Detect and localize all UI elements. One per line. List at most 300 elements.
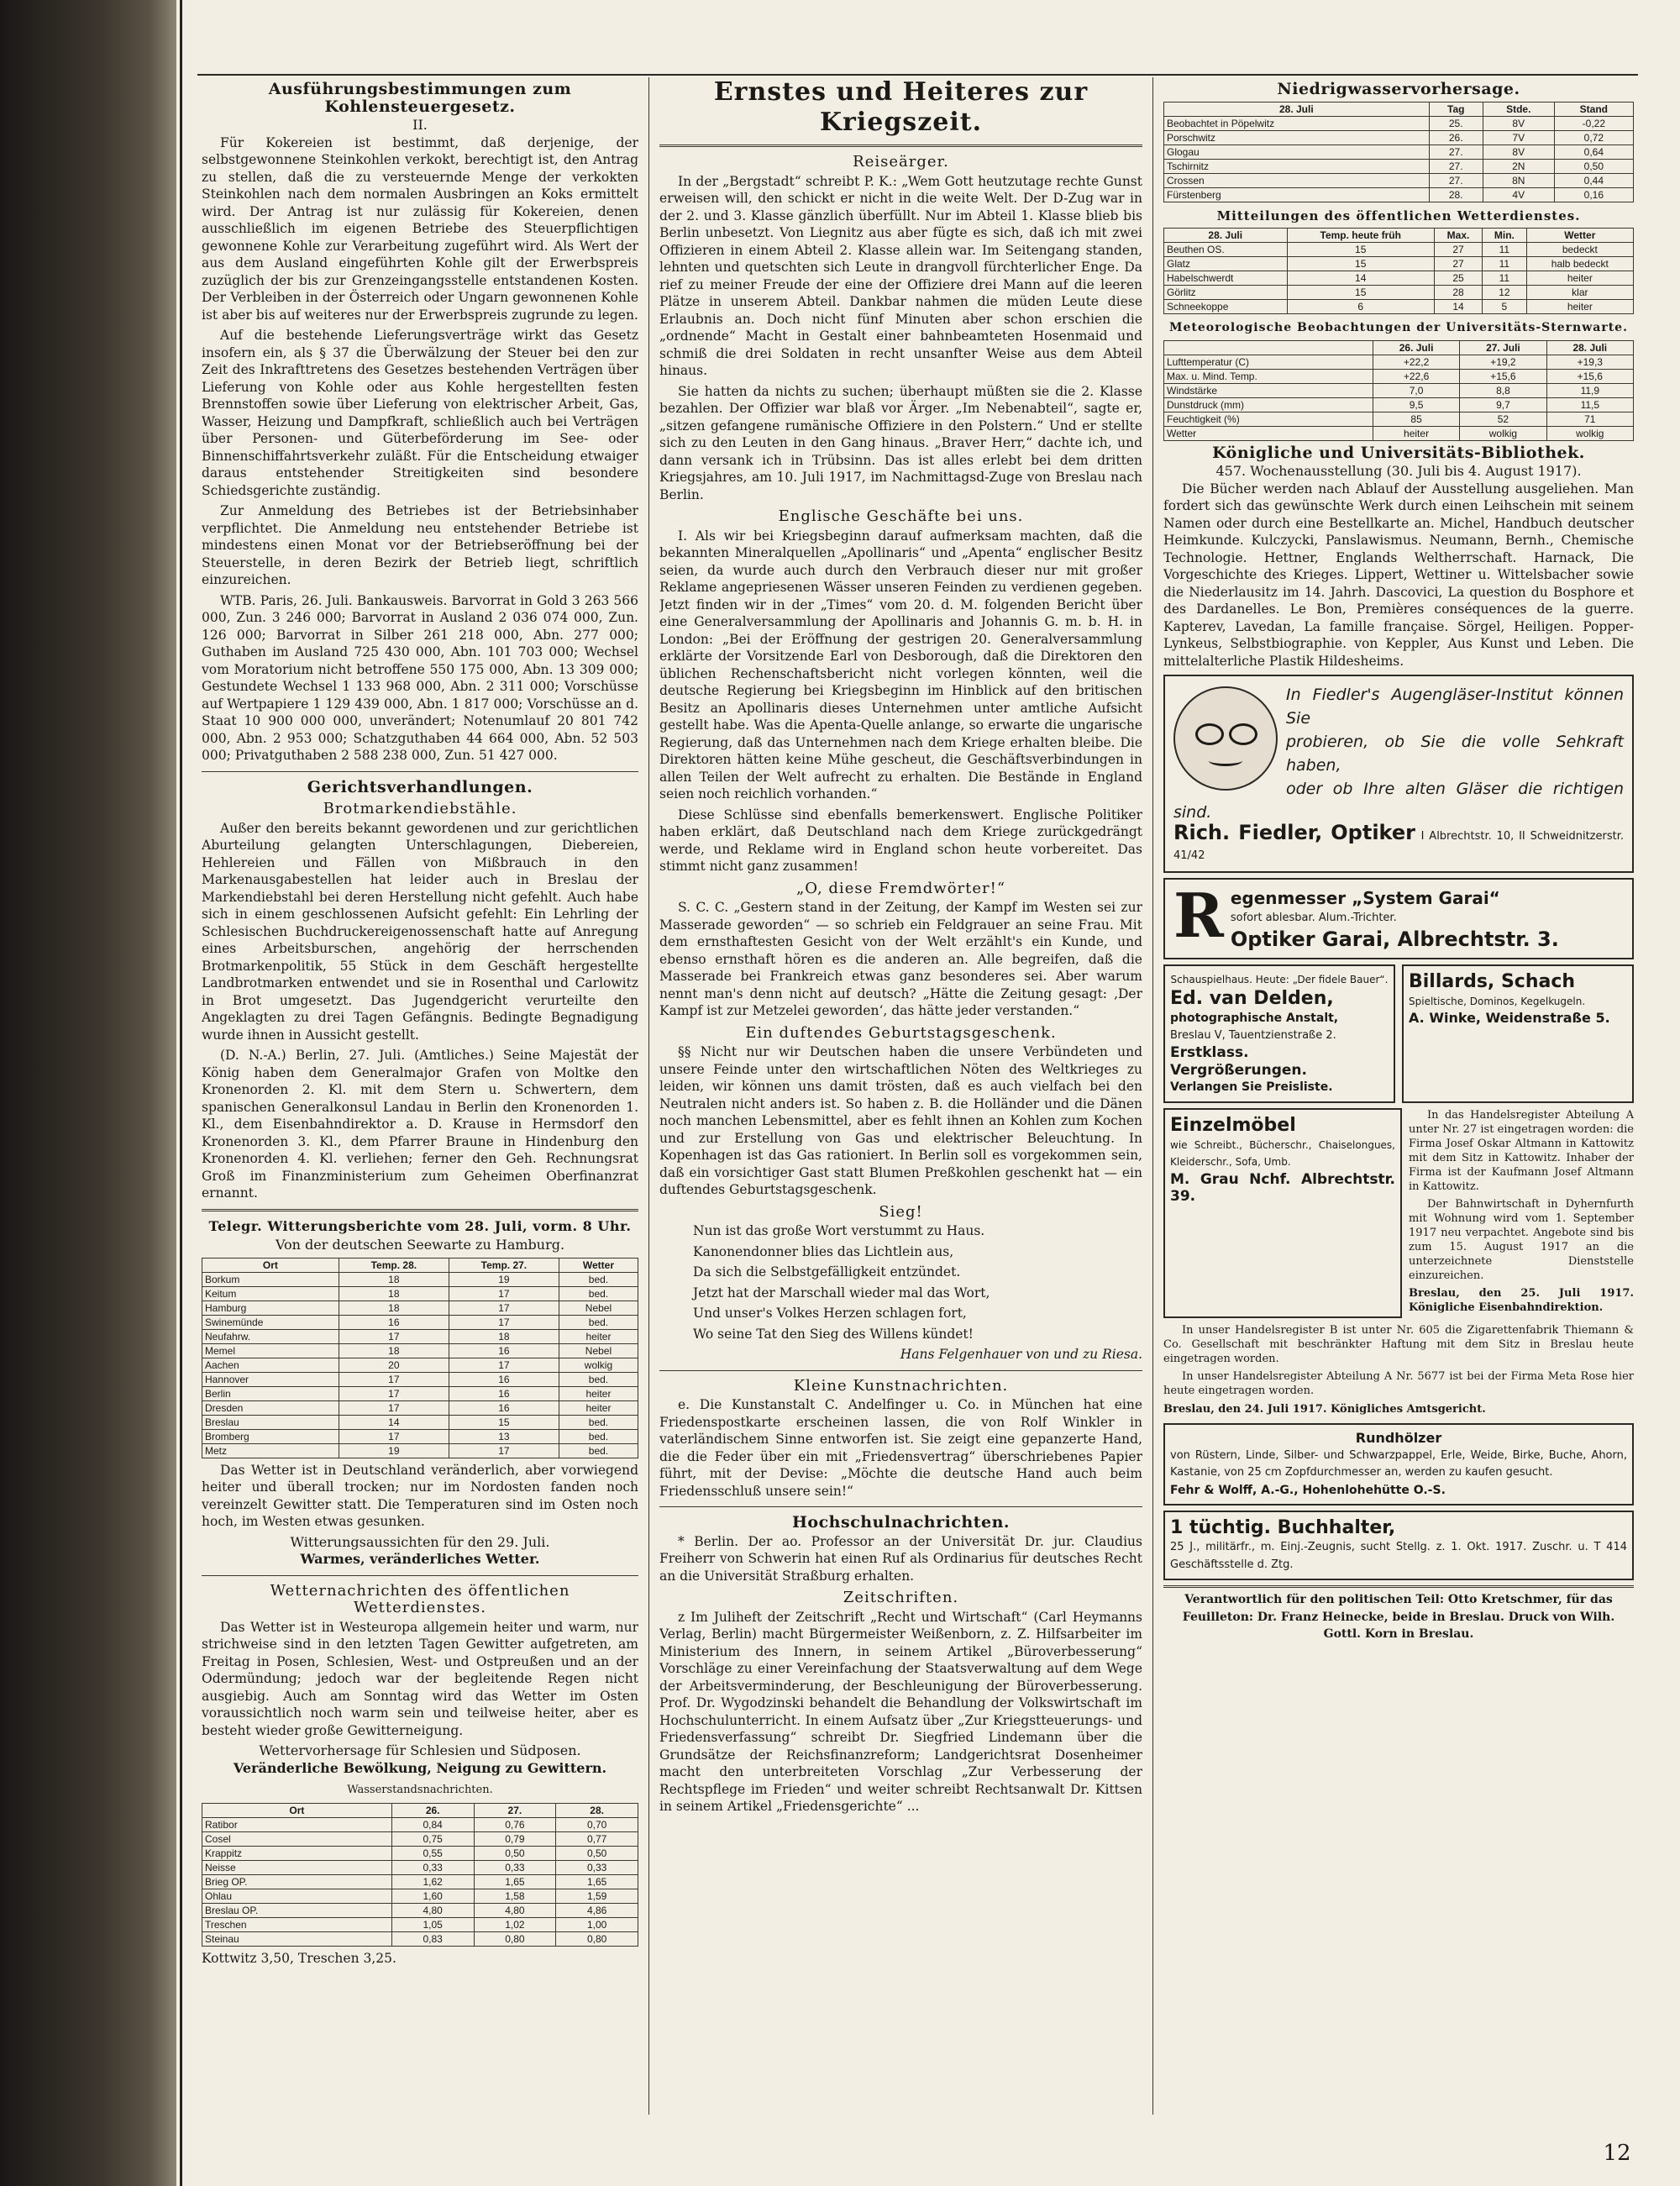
observatory-header: 26. Juli: [1373, 340, 1459, 355]
fiedler-address: I Albrechtstr. 10, II Schweidnitzerstr. 41/42: [1173, 830, 1624, 862]
garai-headline: egenmesser „System Garai“: [1230, 888, 1500, 908]
weather-row: [202, 1386, 638, 1400]
forecast: Veränderliche Bewölkung, Neigung zu Gewittern.: [233, 1759, 607, 1776]
observatory-cell: heiter: [1373, 426, 1459, 440]
observatory-table: [1163, 340, 1634, 441]
water-level-cell: 0,75: [391, 1831, 474, 1846]
low-water-cell: 4V: [1483, 187, 1554, 202]
water-level-cell: 0,33: [556, 1860, 638, 1874]
delden-advert: [1163, 964, 1395, 1103]
water-level-cell: Treschen: [202, 1917, 392, 1931]
public-weather-cell: 28: [1434, 286, 1482, 300]
low-water-cell: 28.: [1429, 187, 1483, 202]
water-level-cell: Brieg OP.: [202, 1874, 392, 1889]
weather-cell: 17: [449, 1286, 559, 1301]
weather-cell: Bromberg: [202, 1429, 339, 1443]
advert-row: [1163, 964, 1634, 1103]
water-level-header: 28.: [556, 1803, 638, 1817]
weather-service-title: Wetternachrichten des öffentlichen Wetterdienstes.: [270, 1581, 570, 1616]
public-weather-cell: 15: [1287, 286, 1434, 300]
low-water-cell: 8N: [1483, 173, 1554, 187]
article-title: Reiseärger.: [853, 153, 949, 171]
water-level-cell: Ratibor: [202, 1817, 392, 1831]
water-level-cell: 1,00: [556, 1917, 638, 1931]
fiedler-line: oder ob Ihre alten Gläser die richtigen sind.: [1173, 780, 1624, 822]
low-water-cell: Crossen: [1164, 173, 1430, 187]
theater-notice: Schauspielhaus. Heute: „Der fidele Bauer“.: [1170, 973, 1389, 985]
weather-row: [202, 1301, 638, 1315]
water-level-header: 27.: [474, 1803, 556, 1817]
weather-cell: Metz: [202, 1443, 339, 1458]
public-weather-cell: halb bedeckt: [1526, 257, 1633, 271]
article-title: Kleine Kunstnachrichten.: [793, 1376, 1009, 1395]
observatory-cell: Lufttemperatur (C): [1164, 355, 1373, 369]
public-weather-cell: Schneekoppe: [1164, 300, 1288, 314]
billard-foot: A. Winke, Weidenstraße 5.: [1409, 1010, 1610, 1026]
public-weather-cell: 12: [1483, 286, 1527, 300]
article-text: In der „Bergstadt“ schreibt P. K.: „Wem Gott heutzutage rechte Gunst erweisen will, den schickt er nicht in die weite Welt. Der D-Zug war in der 2. und 3. Klasse gänzlich überfüllt. Nur im Abteil 1. Klasse blieb bis Berlin unbesetzt. Von Liegnitz aus aber fügte es sich, daß ich mit zwei Offizieren in einem Abteil 2. Klasse allein war. Im Seitengang standen, lehnten und quetschten sich Leute in drangvoll fürchterlicher Enge. Da rief zu meiner Freude der eine der Offiziere drei Mann auf die leeren Plätze in unserem Abteil. Dankbar nahmen die müden Leute diese Erlaubnis an. Doch nicht fünf Minuten aber schon erschien die „ordnende“ Macht in Gestalt einer bahnbeamteten Hosenmaid und schmiß die drei Soldaten in recht unsanfter Weise aus dem Abteil hinaus.: [659, 173, 1142, 378]
legal-notice: In das Handelsregister Abteilung A unter Nr. 27 ist eingetragen worden: die Firma Josef Oskar Altmann in Kattowitz mit dem Sitz in Kattowitz. Inhaber der Firma ist der Kaufmann Josef Altmann in Kattowitz.: [1409, 1108, 1634, 1193]
wood-text: von Rüstern, Linde, Silber- und Schwarzpappel, Erle, Weide, Birke, Buche, Ahorn, Kastanie, von 25 cm Zopfdurchmesser an, werden zu kaufen gesucht.: [1170, 1448, 1627, 1479]
advert-row: [1163, 1108, 1634, 1318]
wood-firm: Fehr & Wolff, A.-G., Hohenlohehütte O.-S.: [1170, 1483, 1446, 1497]
low-water-cell: 25.: [1429, 116, 1483, 130]
public-weather-cell: 14: [1287, 271, 1434, 286]
public-weather-cell: 15: [1287, 243, 1434, 257]
water-level-cell: 0,80: [556, 1931, 638, 1946]
coal-tax-title: Ausführungsbestimmungen zum Kohlensteuergesetz.: [268, 80, 572, 116]
weather-cell: 19: [339, 1443, 449, 1458]
article-text: S. C. C. „Gestern stand in der Zeitung, der Kampf im Westen sei zur Masserade geworden“ — so schrieb ein Feldgrauer an seine Frau. Mit dem ernsthaftesten Gesicht von der Welt erzählt's ein Kunde, und ebenso ernsthaft hören es die anderen an. Alle begreifen, daß die Masserade bei Frankreich etwas ganz besonderes sei. Aber warum nennt man's denn nicht auf deutsch? „Hätte die Zeitung gesagt: ‚Der Kampf ist zur Metzelei geworden‘, das hätte jeder verstanden.“: [659, 900, 1142, 1018]
delden-line: Erstklass. Vergrößerungen.: [1170, 1044, 1307, 1079]
weather-cell: 17: [339, 1386, 449, 1400]
water-level-row: [202, 1860, 638, 1874]
weather-report-subtitle: Von der deutschen Seewarte zu Hamburg.: [275, 1237, 565, 1253]
water-level-footnote: Kottwitz 3,50, Treschen 3,25.: [202, 1950, 396, 1966]
fiedler-name: Rich. Fiedler, Optiker: [1173, 821, 1415, 844]
article-title: „O, diese Fremdwörter!“: [795, 879, 1006, 897]
water-level-cell: 1,62: [391, 1874, 474, 1889]
weather-cell: 16: [449, 1400, 559, 1415]
low-water-cell: 2N: [1483, 159, 1554, 173]
observatory-cell: 7,0: [1373, 383, 1459, 397]
observatory-cell: 52: [1460, 412, 1546, 426]
water-level-cell: Steinau: [202, 1931, 392, 1946]
poem-line: Wo seine Tat den Sieg des Willens kündet!: [693, 1326, 974, 1342]
legal-notices: [1409, 1108, 1634, 1318]
weather-cell: heiter: [559, 1329, 638, 1343]
poem-title: Sieg!: [879, 1202, 923, 1221]
weather-cell: 18: [339, 1286, 449, 1301]
weather-cell: 20: [339, 1358, 449, 1372]
delden-address: Breslau V, Tauentzienstraße 2.: [1170, 1028, 1336, 1042]
water-level-header: Ort: [202, 1803, 392, 1817]
billard-headline: Billards, Schach: [1409, 970, 1576, 992]
observatory-cell: wolkig: [1546, 426, 1633, 440]
weather-cell: wolkig: [559, 1358, 638, 1372]
low-water-cell: 27.: [1429, 173, 1483, 187]
water-level-cell: 0,33: [474, 1860, 556, 1874]
water-level-cell: Breslau OP.: [202, 1903, 392, 1917]
poem-line: Da sich die Selbstgefälligkeit entzündet.: [693, 1264, 961, 1280]
weather-table: [202, 1258, 638, 1458]
observatory-cell: Windstärke: [1164, 383, 1373, 397]
article-text: e. Die Kunstanstalt C. Andelfinger u. Co. in München hat eine Friedenspostkarte erscheinen lassen, die von Rolf Winkler in vaterländischem Sinne entworfen ist. Sie zeigt eine gepanzerte Hand, die die Feder über ein mit „Friedensvertrag“ überschriebenes Papier führt, mit der Devise: „Möchte die deutsche Hand auch beim Friedensschluß unsere sein!“: [659, 1397, 1142, 1499]
water-level-table: [202, 1803, 638, 1947]
legal-signature: Breslau, den 25. Juli 1917. Königliche Eisenbahndirektion.: [1409, 1286, 1634, 1314]
article-text: §§ Nicht nur wir Deutschen haben die unsere Verbündeten und unsere Feinde unter den wirtschaftlichen Nöten des Weltkrieges zu leiden, wir können uns damit trösten, daß es auch vielfach bei den Neutralen nicht anders ist. So haben z. B. die Holländer und die Dänen noch manchen Lebensmittel, aber es fehlt ihnen an Kohlen zum Kochen und zur Erstellung von Gas und elektrischer Beleuchtung. In Kopenhagen ist das Gas rationiert. In Berlin soll es vorgekommen sein, daß ein vorsichtiger Gast statt Blumen Preßkohlen geschenkt hat — ein duftendes Geburtstagsgeschenk.: [659, 1044, 1142, 1197]
court-title: Gerichtsverhandlungen.: [307, 777, 533, 796]
wood-title: Rundhölzer: [1355, 1430, 1442, 1446]
delden-sub: photographische Anstalt,: [1170, 1012, 1339, 1025]
low-water-cell: 7V: [1483, 130, 1554, 145]
low-water-row: [1164, 173, 1634, 187]
low-water-row: [1164, 116, 1634, 130]
weather-header: Wetter: [559, 1258, 638, 1272]
legal-notice: In unser Handelsregister Abteilung A Nr. 5677 ist bei der Firma Meta Rose hier heute eingetragen worden.: [1163, 1369, 1634, 1397]
water-level-cell: 4,80: [474, 1903, 556, 1917]
low-water-cell: 0,64: [1554, 145, 1633, 159]
war-section-title: Ernstes und Heiteres zur Kriegszeit.: [713, 77, 1089, 137]
weather-cell: 13: [449, 1429, 559, 1443]
billard-sub: Spieltische, Dominos, Kegelkugeln.: [1409, 995, 1586, 1007]
legal-signature: Breslau, den 24. Juli 1917. Königliches Amtsgericht.: [1163, 1402, 1486, 1416]
water-level-cell: Neisse: [202, 1860, 392, 1874]
court-subtitle: Brotmarkendiebstähle.: [323, 800, 517, 817]
public-weather-cell: 15: [1287, 257, 1434, 271]
weather-report-title: Telegr. Witterungsberichte vom 28. Juli, vorm. 8 Uhr.: [208, 1217, 632, 1234]
low-water-header: Tag: [1429, 102, 1483, 116]
forecast-title: Wettervorhersage für Schlesien und Südposen.: [259, 1742, 581, 1758]
weather-cell: heiter: [559, 1400, 638, 1415]
low-water-title: Niedrigwasservorhersage.: [1277, 80, 1520, 98]
moebel-headline: Einzelmöbel: [1170, 1114, 1296, 1136]
observatory-cell: 85: [1373, 412, 1459, 426]
weather-cell: Dresden: [202, 1400, 339, 1415]
weather-header: Ort: [202, 1258, 339, 1272]
low-water-cell: 0,72: [1554, 130, 1633, 145]
imprint: Verantwortlich für den politischen Teil: Otto Kretschmer, für das Feuilleton: Dr. Franz Heinecke, beide in Breslau. Druck von Wilh. Gottl. Korn in Breslau.: [1163, 1585, 1634, 1643]
water-level-cell: 4,86: [556, 1903, 638, 1917]
public-weather-cell: 14: [1434, 300, 1482, 314]
observatory-cell: wolkig: [1460, 426, 1546, 440]
billard-advert: [1402, 964, 1634, 1103]
library-subtitle: 457. Wochenausstellung (30. Juli bis 4. August 1917).: [1215, 463, 1582, 479]
buchhalter-text: 25 J., militärfr., m. Einj.-Zeugnis, sucht Stellg. z. 1. Okt. 1917. Zuschr. u. T 414 Geschäftsstelle d. Ztg.: [1170, 1541, 1627, 1571]
weather-cell: Breslau: [202, 1415, 339, 1429]
water-level-row: [202, 1903, 638, 1917]
weather-cell: 17: [449, 1301, 559, 1315]
court-article: Außer den bereits bekannt gewordenen und zur gerichtlichen Aburteilung gelangten Unterschlagungen, Diebereien, Hehlereien und Fällen von Mißbrauch in den Markenausgabestellen hat leider auch in Breslau der Markendiebstahl bei deren Herstellung nicht gefehlt. Auch habe sich in einem geschlossenen Aufsicht gefehlt: Ein Lehrling der Schlesischen Buchdruckereigenossenschaft hatte auf Anregung eines Arbeitsburschen, angehörig der herrschenden Brotmarkenpolitik, 55 Stück in dem Geschäft hergestellte Landbrotmarken entwendet und sie in Rosenthal und Carlowitz in Brot umgesetzt. Das Jugendgericht verurteilte den Angeklagten zu drei Tagen Gefängnis. Bedingte Begnadigung wurde ihnen in Aussicht gestellt.: [202, 820, 638, 1043]
water-level-cell: 0,55: [391, 1846, 474, 1860]
water-level-cell: 1,58: [474, 1889, 556, 1903]
weather-cell: Borkum: [202, 1272, 339, 1286]
weather-row: [202, 1429, 638, 1443]
observatory-header: 28. Juli: [1546, 340, 1633, 355]
article-text: Sie hatten da nichts zu suchen; überhaupt müßten sie die 2. Klasse bezahlen. Der Offizier war blaß vor Ärger. „Im Nebenabteil“, sagte er, „sitzen gefangene rumänische Offiziere in den Polstern.“ Und er stellte sich zu den Leuten in den Gang hinaus. „Braver Herr,“ dachte ich, und dann versank ich in Trübsinn. Das ist alles erlebt bei dem dritten Kriegsjahres, am 10. Juli 1917, im Nachmittagsd-Zuge von Breslau nach Berlin.: [659, 383, 1142, 502]
public-weather-cell: 11: [1483, 257, 1527, 271]
low-water-header: 28. Juli: [1164, 102, 1430, 116]
water-level-cell: 1,59: [556, 1889, 638, 1903]
weather-cell: 16: [339, 1315, 449, 1329]
observatory-cell: +19,2: [1460, 355, 1546, 369]
weather-header: Temp. 28.: [339, 1258, 449, 1272]
column-rule-1: [648, 77, 649, 2115]
public-weather-cell: Görlitz: [1164, 286, 1288, 300]
divider: [659, 1370, 1142, 1371]
weather-cell: 17: [339, 1429, 449, 1443]
water-level-cell: 0,77: [556, 1831, 638, 1846]
low-water-cell: -0,22: [1554, 116, 1633, 130]
weather-cell: 18: [339, 1272, 449, 1286]
public-weather-cell: Glatz: [1164, 257, 1288, 271]
low-water-cell: 0,16: [1554, 187, 1633, 202]
low-water-header: Stand: [1554, 102, 1633, 116]
observatory-cell: 71: [1546, 412, 1633, 426]
weather-cell: 19: [449, 1272, 559, 1286]
weather-cell: Hamburg: [202, 1301, 339, 1315]
book-binding: [0, 0, 176, 2186]
water-level-row: [202, 1917, 638, 1931]
top-rule: [197, 74, 1638, 76]
weather-outlook-title: Witterungsaussichten für den 29. Juli.: [290, 1533, 550, 1550]
observatory-cell: Feuchtigkeit (%): [1164, 412, 1373, 426]
weather-row: [202, 1329, 638, 1343]
divider: [202, 771, 638, 772]
public-weather-row: [1164, 286, 1634, 300]
divider: [202, 1575, 638, 1576]
coal-tax-roman: II.: [412, 117, 428, 133]
article-text: * Berlin. Der ao. Professor an der Universität Dr. jur. Claudius Freiherr von Schwerin hat einen Ruf als Ordinarius für deutsches Recht an die Universität Straßburg erhalten.: [659, 1533, 1142, 1584]
water-level-cell: 0,83: [391, 1931, 474, 1946]
weather-cell: Keitum: [202, 1286, 339, 1301]
wood-advert: [1163, 1423, 1634, 1506]
public-weather-cell: heiter: [1526, 300, 1633, 314]
delden-name: Ed. van Delden,: [1170, 988, 1334, 1009]
weather-cell: Hannover: [202, 1372, 339, 1386]
public-weather-header: Max.: [1434, 229, 1482, 243]
low-water-cell: 0,44: [1554, 173, 1633, 187]
weather-cell: 17: [449, 1443, 559, 1458]
weather-cell: 16: [449, 1386, 559, 1400]
low-water-header: Stde.: [1483, 102, 1554, 116]
water-level-cell: 1,65: [556, 1874, 638, 1889]
observatory-cell: +22,2: [1373, 355, 1459, 369]
low-water-row: [1164, 187, 1634, 202]
low-water-cell: 8V: [1483, 145, 1554, 159]
weather-cell: 14: [339, 1415, 449, 1429]
low-water-row: [1164, 145, 1634, 159]
water-level-cell: 0,84: [391, 1817, 474, 1831]
weather-cell: bed.: [559, 1372, 638, 1386]
poem-line: Und unser's Volkes Herzen schlagen fort,: [693, 1306, 967, 1321]
weather-row: [202, 1443, 638, 1458]
low-water-cell: Tschirnitz: [1164, 159, 1430, 173]
column-2: [659, 77, 1142, 2115]
coal-tax-paragraph: Zur Anmeldung des Betriebes ist der Betriebsinhaber verpflichtet. Die Anmeldung neu entstehender Betriebe ist mindestens einen Monat vor der Betriebseröffnung bei der Steuerstelle, in deren Bezirk der Betrieb liegt, schriftlich einzureichen.: [202, 503, 638, 587]
observatory-row: [1164, 426, 1634, 440]
water-level-cell: 0,50: [556, 1846, 638, 1860]
public-weather-cell: 5: [1483, 300, 1527, 314]
water-level-title: Wasserstandsnachrichten.: [347, 1784, 493, 1796]
observatory-row: [1164, 412, 1634, 426]
public-weather-header: 28. Juli: [1164, 229, 1288, 243]
observatory-cell: +15,6: [1546, 369, 1633, 383]
library-text: Die Bücher werden nach Ablauf der Ausstellung ausgeliehen. Man fordert sich das gewünschte Werk durch einen Leihschein mit seinem Namen oder durch eine Bestellkarte an. Michel, Handbuch deutscher Heimkunde. Kulczycki, Panslawismus. Neumann, Bernh., Chemische Technologie. Hettner, Englands Weltherrschaft. Harnack, Die Vorgeschichte des Krieges. Lippert, Wettiner u. Wittelsbacher sowie die Niederlausitz im 14. Jahrh. Dascovici, La question du Bosphore et des Dardanelles. Le Bon, Premières conséquences de la guerre. Kapterev, Lavedan, La famille française. Sörgel, Heiligen. Popper-Lynkeus, Selbstbiographie. von Keppler, Aus Kunst und Leben. Die mittelalterliche Plastik Hildesheims.: [1163, 481, 1634, 669]
water-level-cell: 1,02: [474, 1917, 556, 1931]
water-level-cell: 0,76: [474, 1817, 556, 1831]
weather-cell: Aachen: [202, 1358, 339, 1372]
public-weather-cell: 25: [1434, 271, 1482, 286]
divider: [659, 1506, 1142, 1507]
poem-signature: Hans Felgenhauer von und zu Riesa.: [900, 1347, 1142, 1362]
public-weather-title: Mitteilungen des öffentlichen Wetterdienstes.: [1216, 208, 1581, 223]
fiedler-line: probieren, ob Sie die volle Sehkraft haben,: [1286, 733, 1624, 775]
weather-cell: Neufahrw.: [202, 1329, 339, 1343]
weather-row: [202, 1272, 638, 1286]
weather-cell: 17: [339, 1329, 449, 1343]
observatory-cell: Max. u. Mind. Temp.: [1164, 369, 1373, 383]
water-level-row: [202, 1831, 638, 1846]
coal-tax-paragraph: Auf die bestehende Lieferungsverträge wirkt das Gesetz insofern ein, als § 37 die Überwälzung der Steuer bei den zur Zeit des Inkrafttretens des Gesetzes bestehenden Verträgen über Lieferung von Kohle oder aus Kohle hergestellten festen Brennstoffen sowie über Lieferung von elektrischer Arbeit, Gas, Wasser, Heizung und Dampfkraft, schließlich auch bei Verträgen über Personen- und Güterbeförderung im See- oder Binnenschiffahrtsverkehr zuläßt. Für die Entscheidung etwaiger daraus entstehender Streitigkeiten sind besondere Schiedsgerichte zuständig.: [202, 328, 638, 498]
garai-initial: R: [1173, 880, 1224, 951]
weather-row: [202, 1286, 638, 1301]
delden-foot: Verlangen Sie Preisliste.: [1170, 1080, 1333, 1094]
weather-cell: Nebel: [559, 1301, 638, 1315]
weather-cell: heiter: [559, 1386, 638, 1400]
observatory-cell: 11,9: [1546, 383, 1633, 397]
weather-row: [202, 1400, 638, 1415]
public-weather-cell: klar: [1526, 286, 1633, 300]
poem-line: Kanonendonner blies das Lichtlein aus,: [693, 1243, 954, 1259]
public-weather-row: [1164, 257, 1634, 271]
water-level-cell: 1,65: [474, 1874, 556, 1889]
article-title: Zeitschriften.: [843, 1589, 959, 1606]
water-level-row: [202, 1889, 638, 1903]
weather-cell: 18: [449, 1329, 559, 1343]
weather-service-text: Das Wetter ist in Westeuropa allgemein heiter und warm, nur strichweise sind in den letzten Tagen Gewitter aufgetreten, am Freitag in Posen, Schlesien, West- und Ostpreußen und an der Odermündung; jedoch war der begleitende Regen nicht ausgiebig. Auch am Sonntag wird das Wetter im Osten voraussichtlich noch warm sein und teilweise heiter, aber es besteht wieder große Gewitterneigung.: [202, 1619, 638, 1738]
binding-edge: [180, 0, 182, 2186]
moebel-advert: [1163, 1108, 1402, 1318]
divider: [659, 145, 1142, 147]
water-level-row: [202, 1817, 638, 1831]
public-weather-header: Min.: [1483, 229, 1527, 243]
weather-cell: 18: [339, 1343, 449, 1358]
water-level-row: [202, 1846, 638, 1860]
weather-row: [202, 1343, 638, 1358]
observatory-cell: +15,6: [1460, 369, 1546, 383]
observatory-cell: +19,3: [1546, 355, 1633, 369]
observatory-cell: Dunstdruck (mm): [1164, 397, 1373, 412]
low-water-cell: Fürstenberg: [1164, 187, 1430, 202]
article-text: Diese Schlüsse sind ebenfalls bemerkenswert. Englische Politiker haben erklärt, daß Deutschland nach dem Kriege zurückgedrängt werde, und Reklame wird in England schon heute vorbereitet. Das stimmt nicht ganz zusammen!: [659, 807, 1142, 874]
column-3: [1163, 77, 1634, 2115]
water-level-cell: 0,50: [474, 1846, 556, 1860]
moebel-sub: wie Schreibt., Bücherschr., Chaiselongues, Kleiderschr., Sofa, Umb.: [1170, 1138, 1395, 1168]
public-weather-row: [1164, 243, 1634, 257]
low-water-cell: 8V: [1483, 116, 1554, 130]
weather-cell: 16: [449, 1343, 559, 1358]
public-weather-cell: 11: [1483, 271, 1527, 286]
water-level-header: 26.: [391, 1803, 474, 1817]
observatory-title: Meteorologische Beobachtungen der Universitäts-Sternwarte.: [1169, 321, 1628, 334]
poem-line: Jetzt hat der Marschall wieder mal das Wort,: [693, 1285, 990, 1301]
column-rule-2: [1152, 77, 1153, 2115]
article-title: Englische Geschäfte bei uns.: [778, 507, 1024, 525]
water-level-cell: 1,60: [391, 1889, 474, 1903]
weather-row: [202, 1315, 638, 1329]
public-weather-row: [1164, 271, 1634, 286]
weather-cell: 17: [339, 1372, 449, 1386]
observatory-header: [1164, 340, 1373, 355]
low-water-row: [1164, 130, 1634, 145]
observatory-cell: 9,5: [1373, 397, 1459, 412]
article-text: I. Als wir bei Kriegsbeginn darauf aufmerksam machten, daß die bekannten Mineralquellen „Apollinaris“ und „Apenta“ englischer Besitz seien, da wurde auch durch den Verbrauch dieser nur mit großer Reklame angepriesenen Wässer unseren Feinden zu verdienen gegeben. Jetzt finden wir in der „Times“ vom 20. d. M. folgenden Bericht über eine Generalversammlung der Apollinaris and Johannis G. m. b. H. in London: „Bei der Eröffnung der gestrigen 20. Generalversammlung erklärte der Vorsitzende Earl von Desborough, daß die Direktoren den üblichen Rechenschaftsbericht nicht vorlegen könnten, weil die deutsche Regierung bei Kriegsbeginn im Hinblick auf den britischen Besitz an Apollinaris dieses Unternehmen unter amtliche Aufsicht gestellt habe. Was die Apenta-Quelle anlange, so erwarte die ungarische Regierung, daß das Unternehmen nach dem Kriege erhalten bleibe. Die Direktoren hätten keine Mühe gescheut, die Geschäftsverbindungen in allen Teilen der Welt aufrecht zu erhalten. Die Bestände in England seien noch reichlich vorhanden.“: [659, 528, 1142, 801]
weather-outlook: Warmes, veränderliches Wetter.: [300, 1551, 540, 1567]
fiedler-advert: [1163, 675, 1634, 873]
low-water-row: [1164, 159, 1634, 173]
low-water-cell: 27.: [1429, 159, 1483, 173]
weather-cell: Berlin: [202, 1386, 339, 1400]
low-water-cell: 27.: [1429, 145, 1483, 159]
water-level-cell: 1,05: [391, 1917, 474, 1931]
weather-cell: bed.: [559, 1415, 638, 1429]
weather-cell: bed.: [559, 1272, 638, 1286]
garai-subline: sofort ablesbar. Alum.-Trichter.: [1230, 912, 1397, 924]
low-water-cell: Beobachtet in Pöpelwitz: [1164, 116, 1430, 130]
low-water-table: [1163, 102, 1634, 202]
observatory-cell: Wetter: [1164, 426, 1373, 440]
low-water-cell: Glogau: [1164, 145, 1430, 159]
observatory-cell: 8,8: [1460, 383, 1546, 397]
public-weather-cell: heiter: [1526, 271, 1633, 286]
water-level-row: [202, 1931, 638, 1946]
weather-cell: Nebel: [559, 1343, 638, 1358]
observatory-cell: 11,5: [1546, 397, 1633, 412]
observatory-cell: +22,6: [1373, 369, 1459, 383]
weather-cell: bed.: [559, 1315, 638, 1329]
weather-header: Temp. 27.: [449, 1258, 559, 1272]
weather-cell: 18: [339, 1301, 449, 1315]
observatory-row: [1164, 383, 1634, 397]
public-weather-header: Wetter: [1526, 229, 1633, 243]
column-1: [202, 77, 638, 2115]
observatory-cell: 9,7: [1460, 397, 1546, 412]
article-text: z Im Juliheft der Zeitschrift „Recht und Wirtschaft“ (Carl Heymanns Verlag, Berlin) macht Bürgermeister Weißenborn, z. Z. Hilfsarbeiter im Ministerium des Innern, in seinem Artikel „Büroverbesserung“ Vorschläge zu einer Vereinfachung der Staatsverwaltung auf dem Wege der Arbeitsverminderung, der Beschleunigung der Büroverbesserung. Prof. Dr. Wygodzinski behandelt die Behandlung der Volkswirtschaft im Hochschulunterricht. In einem Aufsatz über „Zur Kriegstteuerungs- und Friedensverfassung“ schreibt Dr. Siegfried Lindemann über die Grundsätze der Reichsfinanzreform; Landgerichtsrat Dosenheimer macht den unterbreiteten Vorschlag „Zur Verbesserung der Rechtspflege im Frieden“ und weiter schreibt Rechtsanwalt Dr. Kittsen in seinem Artikel „Friedensgerichte“ ...: [659, 1609, 1142, 1814]
weather-cell: bed.: [559, 1286, 638, 1301]
observatory-row: [1164, 397, 1634, 412]
low-water-cell: Porschwitz: [1164, 130, 1430, 145]
article-title: Hochschulnachrichten.: [791, 1513, 1011, 1532]
weather-cell: 16: [449, 1372, 559, 1386]
weather-cell: 17: [449, 1358, 559, 1372]
coal-tax-paragraph: Für Kokereien ist bestimmt, daß derjenige, der selbstgewonnene Steinkohlen verkokt, berechtigt ist, den Antrag zu stellen, daß die zu versteuernde Menge der verkokten Steinkohlen nach dem normalen Ausbringen an Koks ermittelt wird. Der Antrag ist nur zulässig für Kokereien, denen ausschließlich im eigenen Betriebe des Steuerpflichtigen gewonnene Kohle zur Verarbeitung zugeführt wird. Als Wert der aus dem Ausland eingeführten Kohle gilt der Erwerbspreis zuzüglich der bis zur Grenzeingangsstelle entstandenen Kosten. Der Verbleiben in der Österreich oder Ungarn gewonnenen Kohle ist aber bis auf weiteres nur der Erwerbspreis zugrunde zu legen.: [202, 134, 638, 323]
weather-cell: Swinemünde: [202, 1315, 339, 1329]
page-number: 12: [1603, 2141, 1631, 2166]
garai-name: Optiker Garai, Albrechtstr. 3.: [1230, 927, 1559, 951]
moebel-name: M. Grau Nchf. Albrechtstr. 39.: [1170, 1170, 1395, 1205]
water-level-cell: Ohlau: [202, 1889, 392, 1903]
water-level-row: [202, 1874, 638, 1889]
public-weather-cell: bedeckt: [1526, 243, 1633, 257]
observatory-row: [1164, 355, 1634, 369]
weather-cell: Memel: [202, 1343, 339, 1358]
article-title: Ein duftendes Geburtstagsgeschenk.: [745, 1023, 1057, 1042]
water-level-cell: Krappitz: [202, 1846, 392, 1860]
low-water-cell: 0,50: [1554, 159, 1633, 173]
garai-advert: [1163, 878, 1634, 959]
observatory-row: [1164, 369, 1634, 383]
